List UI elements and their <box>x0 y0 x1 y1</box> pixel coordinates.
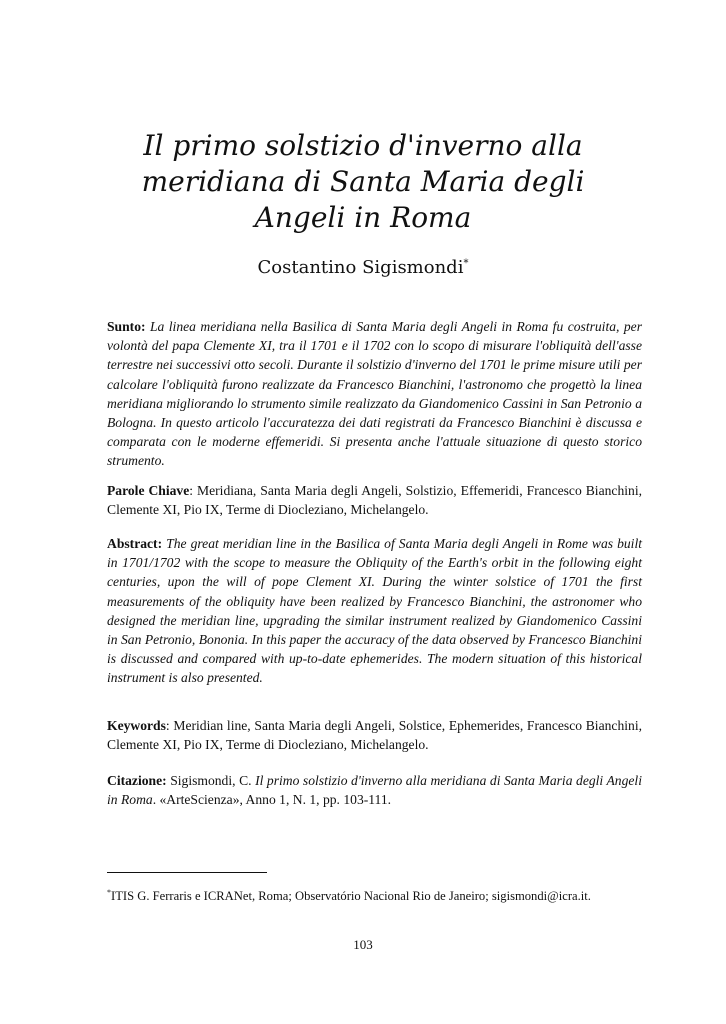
english-keywords <box>107 716 642 754</box>
keywords-label: Keywords <box>107 718 166 733</box>
page-number: 103 <box>353 937 373 952</box>
citazione-title: Il primo solstizio d'inverno alla meridiana di Santa Maria degli Angeli in Roma <box>107 773 642 808</box>
abstract-label: Abstract: <box>107 536 163 551</box>
author-name: Costantino Sigismondi <box>257 257 464 278</box>
citazione-lead: Sigismondi, C. <box>166 773 256 788</box>
paper-title: Il primo solstizio d'inverno alla meridiana di Santa Maria degli Angeli in Roma <box>141 129 585 234</box>
citazione-rest: . «ArteScienza», Anno 1, N. 1, pp. 103-111. <box>152 792 392 808</box>
citation <box>107 771 642 809</box>
keywords-text: : Meridian line, Santa Maria degli Angeli, Solstice, Ephemerides, Francesco Bianchini, Clemente XI, Pio IX, Terme di Diocleziano, Michelangelo. <box>107 718 642 753</box>
italian-keywords <box>107 481 642 519</box>
english-abstract <box>107 534 642 688</box>
footnote-rule <box>107 872 267 873</box>
citazione-label: Citazione: <box>107 773 167 788</box>
author-line <box>110 257 616 278</box>
footnote-mark: * <box>107 888 111 897</box>
footnote-text: ITIS G. Ferraris e ICRANet, Roma; Observatório Nacional Rio de Janeiro; sigismondi@icra.it. <box>111 889 591 904</box>
footnote <box>107 883 642 906</box>
author-footnote-mark: * <box>463 258 469 269</box>
parole-chiave-label: Parole Chiave <box>107 483 190 498</box>
sunto-label: Sunto: <box>107 319 146 334</box>
abstract-text: The great meridian line in the Basilica of Santa Maria degli Angeli in Rome was built in 1701/1702 with the scope to measure the Obliquity of the Earth's orbit in the following eight centuries, upon the will of pope Clement XI. During the winter solstice of 1701 the first measurements of the obliquity have been realized by Francesco Bianchini, the astronomer who designed the meridian line, upgrading the similar instrument realized by Giandomenico Cassini in San Petronio, Bononia. In this paper the accuracy of the data observed by Francesco Bianchini is discussed and compared with up-to-date ephemerides. The modern situation of this historical instrument is also presented. <box>107 536 642 686</box>
parole-chiave-text: : Meridiana, Santa Maria degli Angeli, Solstizio, Effemeridi, Francesco Bianchini, Clemente XI, Pio IX, Terme di Diocleziano, Michelangelo. <box>107 483 642 518</box>
sunto-text: La linea meridiana nella Basilica di Santa Maria degli Angeli in Roma fu costruita, per volontà del papa Clemente XI, tra il 1701 e il 1702 con lo scopo di misurare l'obliquità dell'asse terrestre nei successivi otto secoli. Durante il solstizio d'inverno del 1701 le prime misure utili per calcolare l'obliquità furono realizzate da Francesco Bianchini, l'astronomo che progettò la linea meridiana migliorando lo strumento simile realizzato da Giandomenico Cassini in San Petronio a Bologna. In questo articolo l'accuratezza dei dati registrati da Francesco Bianchini è discussa e comparata con le moderne effemeridi. Si presenta anche l'attuale situazione di questo storico strumento. <box>107 319 642 469</box>
italian-summary <box>107 317 642 471</box>
